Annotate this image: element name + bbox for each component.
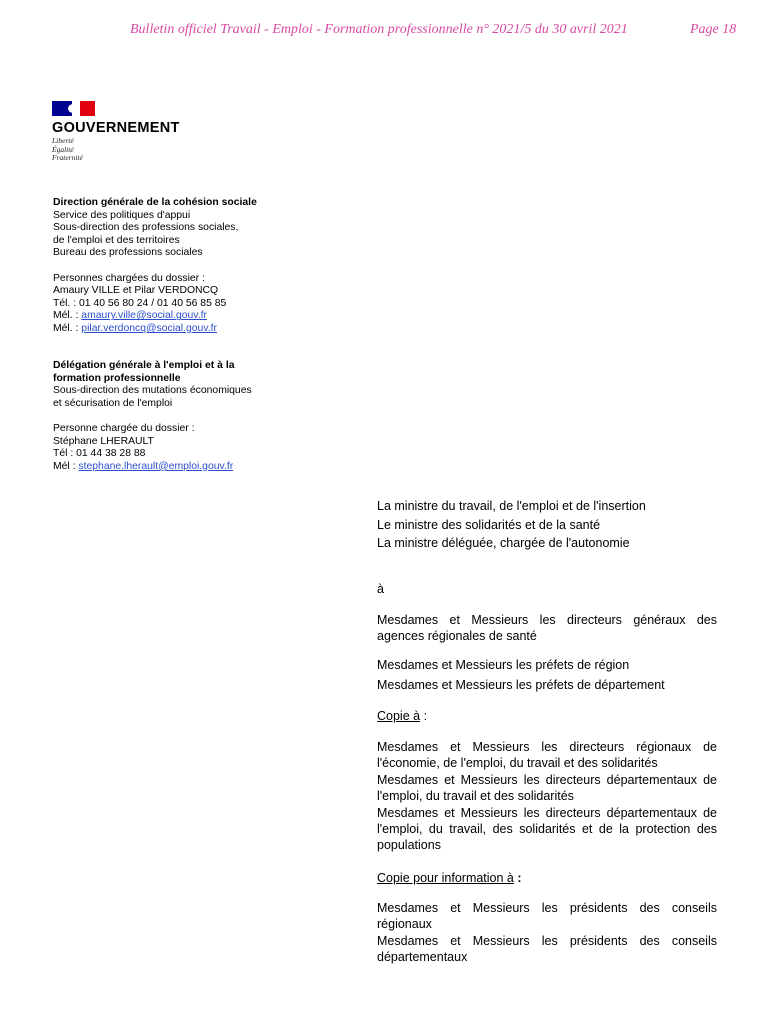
copy-heading: Copie à : (377, 709, 428, 723)
bulletin-title: Bulletin officiel Travail - Emploi - Formation professionnelle n° 2021/5 du 30 avril 2021 (130, 22, 628, 37)
recipients-prefets (377, 658, 717, 693)
dgcs-contacts-heading: Personnes chargées du dossier : (53, 272, 205, 284)
dgefp-block (53, 360, 293, 473)
copy-label: Copie à (377, 709, 421, 723)
dgcs-line: Service des politiques d'appui (53, 209, 191, 221)
dgefp-title: formation professionnelle (53, 372, 181, 384)
recipient-ars: Mesdames et Messieurs les directeurs généraux des agences régionales de santé (377, 613, 717, 643)
copy-info-recipient: Mesdames et Messieurs les présidents des conseils départementaux (377, 934, 717, 964)
copy-info-heading: Copie pour information à : (377, 871, 522, 885)
sender: La ministre du travail, de l'emploi et de l'insertion (377, 499, 646, 513)
copy-info-label: Copie pour information à (377, 871, 514, 885)
copy-info-list (377, 901, 717, 965)
dgefp-line: Sous-direction des mutations économiques (53, 385, 252, 397)
marianne-flag-icon (52, 101, 95, 116)
recipient: Mesdames et Messieurs les préfets de département (377, 677, 665, 692)
dgefp-contact-heading: Personne chargée du dossier : (53, 422, 195, 434)
dgefp-tel: Tél : 01 44 38 28 88 (53, 448, 146, 460)
dgcs-block (53, 197, 293, 336)
logo-wordmark: GOUVERNEMENT (52, 120, 180, 136)
copy-recipient: Mesdames et Messieurs les directeurs régionaux de l'économie, de l'emploi, du travail et des solidarités (377, 740, 717, 770)
page-number: Page 18 (690, 22, 737, 37)
dgcs-mail-line: Mél. : amaury.ville@social.gouv.fr (53, 310, 207, 322)
to-label: à (377, 582, 384, 596)
dgcs-line: Bureau des professions sociales (53, 247, 203, 259)
dgcs-contacts-names: Amaury VILLE et Pilar VERDONCQ (53, 285, 219, 297)
recipient: Mesdames et Messieurs les préfets de région (377, 658, 630, 672)
email-link[interactable]: amaury.ville@social.gouv.fr (81, 310, 207, 322)
dgefp-title: Délégation générale à l'emploi et à la (53, 360, 235, 371)
dgefp-mail-line: Mél : stephane.lherault@emploi.gouv.fr (53, 460, 234, 472)
dgcs-mail-line: Mél. : pilar.verdoncq@social.gouv.fr (53, 322, 217, 334)
government-logo (52, 101, 212, 163)
copy-info-recipient: Mesdames et Messieurs les présidents des conseils régionaux (377, 901, 717, 931)
senders-block (377, 499, 717, 552)
dgcs-title: Direction générale de la cohésion sociale (53, 197, 257, 208)
copy-recipient: Mesdames et Messieurs les directeurs départementaux de l'emploi, du travail et des solidarités (377, 773, 717, 803)
logo-motto: Liberté Égalité Fraternité (52, 136, 83, 162)
sender: La ministre déléguée, chargée de l'autonomie (377, 536, 630, 551)
dgefp-line: et sécurisation de l'emploi (53, 397, 173, 409)
copy-recipient: Mesdames et Messieurs les directeurs départementaux de l'emploi, du travail, des solidarités et de la protection des populations (377, 806, 717, 852)
dgefp-contact-name: Stéphane LHERAULT (53, 435, 154, 447)
dgcs-tel: Tél. : 01 40 56 80 24 / 01 40 56 85 85 (53, 297, 227, 309)
dgcs-line: Sous-direction des professions sociales, (53, 222, 239, 234)
email-link[interactable]: pilar.verdoncq@social.gouv.fr (81, 322, 217, 334)
email-link[interactable]: stephane.lherault@emploi.gouv.fr (78, 460, 234, 472)
dgcs-line: de l'emploi et des territoires (53, 234, 180, 246)
copy-list (377, 740, 717, 853)
sender: Le ministre des solidarités et de la santé (377, 517, 601, 532)
